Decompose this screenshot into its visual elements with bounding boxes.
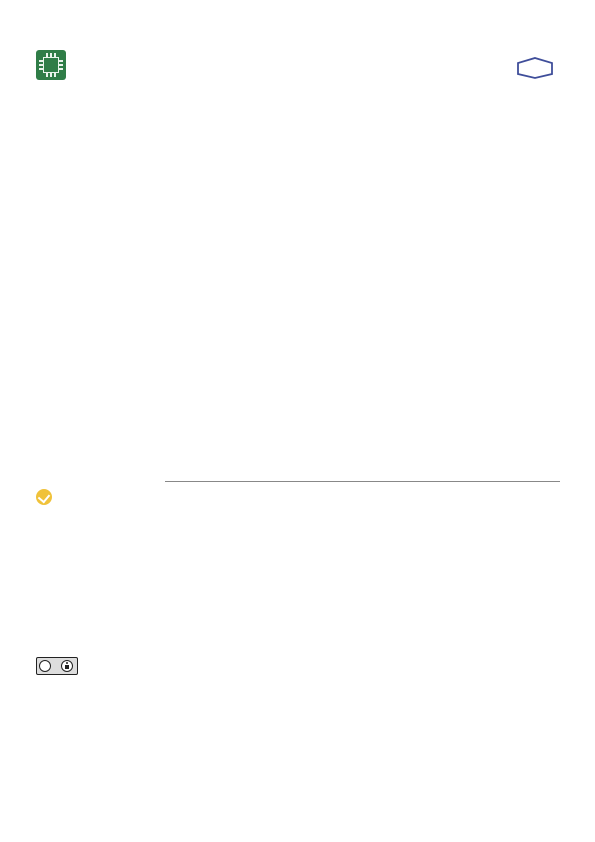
cc-icon [39, 660, 51, 672]
by-icon [61, 660, 73, 672]
journal-logo[interactable] [36, 50, 66, 80]
cc-by-license-icon[interactable] [36, 657, 78, 675]
divider [165, 481, 560, 482]
mdpi-logo[interactable] [516, 57, 554, 79]
chip-icon [43, 57, 59, 73]
check-for-updates-icon[interactable] [36, 489, 52, 505]
